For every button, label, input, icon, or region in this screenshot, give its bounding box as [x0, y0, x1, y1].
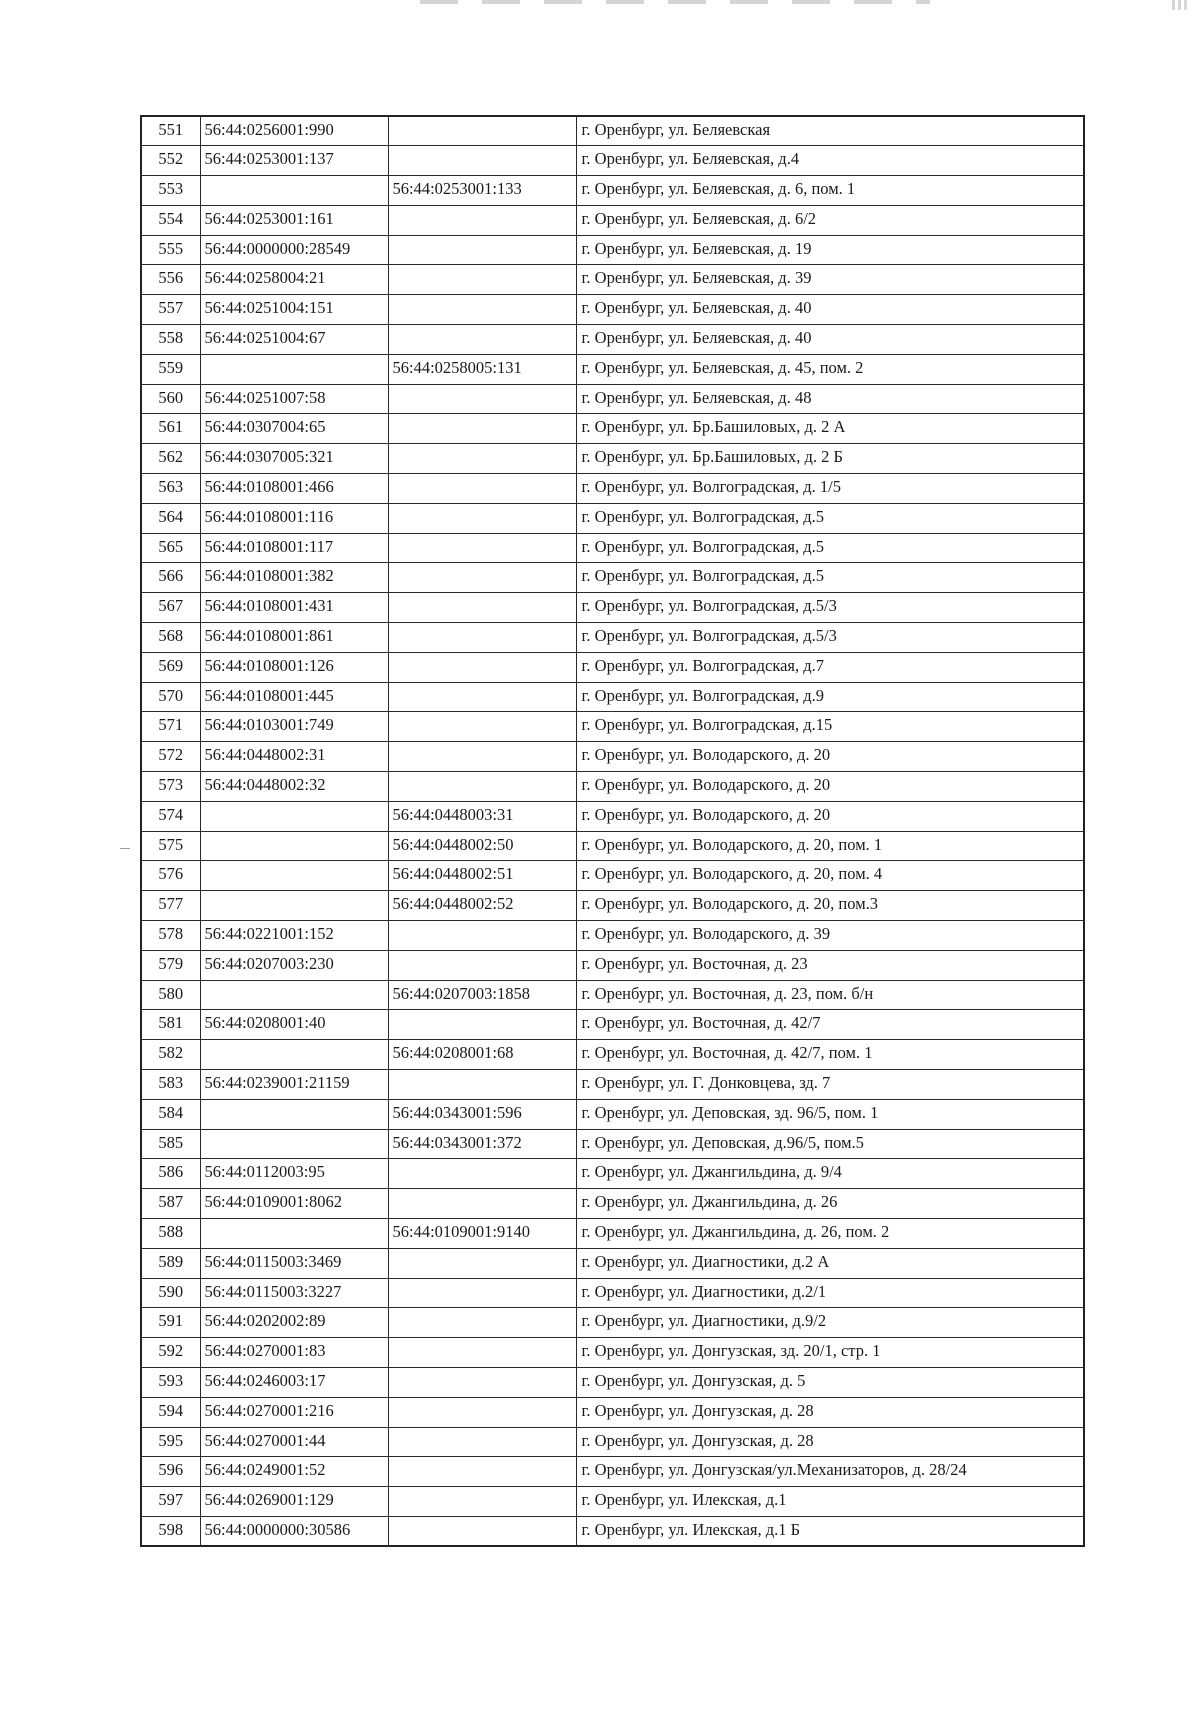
table-row — [141, 176, 1084, 206]
object-cadastral-number-cell: 56:44:0258005:131 — [388, 354, 576, 384]
land-cadastral-number-cell: 56:44:0115003:3227 — [200, 1278, 388, 1308]
row-number-cell: 598 — [141, 1516, 200, 1546]
object-cadastral-number-cell — [388, 146, 576, 176]
land-cadastral-number-cell — [200, 861, 388, 891]
row-number-cell: 569 — [141, 652, 200, 682]
land-cadastral-number-cell: 56:44:0246003:17 — [200, 1367, 388, 1397]
land-cadastral-number-cell: 56:44:0253001:161 — [200, 205, 388, 235]
address-cell: г. Оренбург, ул. Беляевская, д. 48 — [576, 384, 1084, 414]
land-cadastral-number-cell: 56:44:0108001:431 — [200, 593, 388, 623]
table-row — [141, 563, 1084, 593]
land-cadastral-number-cell: 56:44:0108001:861 — [200, 623, 388, 653]
land-cadastral-number-cell: 56:44:0251004:151 — [200, 295, 388, 325]
row-number-cell: 585 — [141, 1129, 200, 1159]
object-cadastral-number-cell: 56:44:0448002:51 — [388, 861, 576, 891]
object-cadastral-number-cell — [388, 1070, 576, 1100]
row-number-cell: 577 — [141, 891, 200, 921]
row-number-cell: 562 — [141, 444, 200, 474]
land-cadastral-number-cell: 56:44:0251004:67 — [200, 325, 388, 355]
object-cadastral-number-cell: 56:44:0448003:31 — [388, 801, 576, 831]
address-cell: г. Оренбург, ул. Диагностики, д.2 А — [576, 1248, 1084, 1278]
land-cadastral-number-cell: 56:44:0115003:3469 — [200, 1248, 388, 1278]
address-cell: г. Оренбург, ул. Володарского, д. 20 — [576, 801, 1084, 831]
address-cell: г. Оренбург, ул. Донгузская, зд. 20/1, стр. 1 — [576, 1338, 1084, 1368]
row-number-cell: 579 — [141, 950, 200, 980]
table-row — [141, 533, 1084, 563]
table-row — [141, 1040, 1084, 1070]
address-cell: г. Оренбург, ул. Бр.Башиловых, д. 2 Б — [576, 444, 1084, 474]
address-cell: г. Оренбург, ул. Волгоградская, д. 1/5 — [576, 474, 1084, 504]
address-cell: г. Оренбург, ул. Деповская, д.96/5, пом.5 — [576, 1129, 1084, 1159]
table-row — [141, 384, 1084, 414]
object-cadastral-number-cell — [388, 503, 576, 533]
table-row — [141, 146, 1084, 176]
object-cadastral-number-cell — [388, 474, 576, 504]
object-cadastral-number-cell — [388, 1397, 576, 1427]
object-cadastral-number-cell — [388, 295, 576, 325]
table-row — [141, 891, 1084, 921]
address-cell: г. Оренбург, ул. Восточная, д. 42/7 — [576, 1010, 1084, 1040]
land-cadastral-number-cell — [200, 1040, 388, 1070]
table-row — [141, 1159, 1084, 1189]
object-cadastral-number-cell: 56:44:0109001:9140 — [388, 1218, 576, 1248]
table-row — [141, 265, 1084, 295]
table-row — [141, 593, 1084, 623]
row-number-cell: 586 — [141, 1159, 200, 1189]
object-cadastral-number-cell: 56:44:0448002:50 — [388, 831, 576, 861]
address-cell: г. Оренбург, ул. Беляевская, д. 40 — [576, 295, 1084, 325]
scan-artifact-tick — [120, 848, 130, 849]
row-number-cell: 571 — [141, 712, 200, 742]
table-row — [141, 1427, 1084, 1457]
address-cell: г. Оренбург, ул. Деповская, зд. 96/5, пом. 1 — [576, 1099, 1084, 1129]
object-cadastral-number-cell — [388, 1338, 576, 1368]
row-number-cell: 597 — [141, 1487, 200, 1517]
object-cadastral-number-cell — [388, 1457, 576, 1487]
land-cadastral-number-cell: 56:44:0208001:40 — [200, 1010, 388, 1040]
object-cadastral-number-cell — [388, 444, 576, 474]
land-cadastral-number-cell: 56:44:0221001:152 — [200, 921, 388, 951]
table-row — [141, 1099, 1084, 1129]
row-number-cell: 575 — [141, 831, 200, 861]
object-cadastral-number-cell — [388, 1278, 576, 1308]
table-row — [141, 1070, 1084, 1100]
table-row — [141, 682, 1084, 712]
row-number-cell: 570 — [141, 682, 200, 712]
table-row — [141, 1010, 1084, 1040]
address-cell: г. Оренбург, ул. Диагностики, д.9/2 — [576, 1308, 1084, 1338]
row-number-cell: 560 — [141, 384, 200, 414]
scan-artifact-corner — [1172, 0, 1190, 10]
object-cadastral-number-cell — [388, 533, 576, 563]
land-cadastral-number-cell — [200, 891, 388, 921]
object-cadastral-number-cell — [388, 1516, 576, 1546]
row-number-cell: 572 — [141, 742, 200, 772]
object-cadastral-number-cell — [388, 1308, 576, 1338]
row-number-cell: 559 — [141, 354, 200, 384]
object-cadastral-number-cell — [388, 772, 576, 802]
land-cadastral-number-cell: 56:44:0103001:749 — [200, 712, 388, 742]
object-cadastral-number-cell — [388, 950, 576, 980]
land-cadastral-number-cell: 56:44:0108001:466 — [200, 474, 388, 504]
address-cell: г. Оренбург, ул. Волгоградская, д.7 — [576, 652, 1084, 682]
table-row — [141, 116, 1084, 146]
table-row — [141, 801, 1084, 831]
registry-table-body — [141, 116, 1084, 1546]
table-row — [141, 235, 1084, 265]
row-number-cell: 588 — [141, 1218, 200, 1248]
land-cadastral-number-cell: 56:44:0448002:31 — [200, 742, 388, 772]
address-cell: г. Оренбург, ул. Бр.Башиловых, д. 2 А — [576, 414, 1084, 444]
table-row — [141, 205, 1084, 235]
table-row — [141, 950, 1084, 980]
land-cadastral-number-cell: 56:44:0258004:21 — [200, 265, 388, 295]
address-cell: г. Оренбург, ул. Джангильдина, д. 9/4 — [576, 1159, 1084, 1189]
address-cell: г. Оренбург, ул. Восточная, д. 42/7, пом. 1 — [576, 1040, 1084, 1070]
object-cadastral-number-cell — [388, 1487, 576, 1517]
object-cadastral-number-cell — [388, 325, 576, 355]
address-cell: г. Оренбург, ул. Илекская, д.1 Б — [576, 1516, 1084, 1546]
land-cadastral-number-cell: 56:44:0112003:95 — [200, 1159, 388, 1189]
address-cell: г. Оренбург, ул. Беляевская, д. 6, пом. 1 — [576, 176, 1084, 206]
land-cadastral-number-cell: 56:44:0270001:44 — [200, 1427, 388, 1457]
row-number-cell: 563 — [141, 474, 200, 504]
object-cadastral-number-cell: 56:44:0343001:596 — [388, 1099, 576, 1129]
object-cadastral-number-cell — [388, 593, 576, 623]
table-row — [141, 623, 1084, 653]
address-cell: г. Оренбург, ул. Г. Донковцева, зд. 7 — [576, 1070, 1084, 1100]
table-row — [141, 1338, 1084, 1368]
table-row — [141, 1457, 1084, 1487]
address-cell: г. Оренбург, ул. Джангильдина, д. 26, пом. 2 — [576, 1218, 1084, 1248]
row-number-cell: 555 — [141, 235, 200, 265]
table-row — [141, 1308, 1084, 1338]
row-number-cell: 584 — [141, 1099, 200, 1129]
address-cell: г. Оренбург, ул. Беляевская, д. 45, пом. 2 — [576, 354, 1084, 384]
table-row — [141, 444, 1084, 474]
address-cell: г. Оренбург, ул. Донгузская, д. 28 — [576, 1427, 1084, 1457]
row-number-cell: 556 — [141, 265, 200, 295]
address-cell: г. Оренбург, ул. Беляевская — [576, 116, 1084, 146]
address-cell: г. Оренбург, ул. Волгоградская, д.5 — [576, 503, 1084, 533]
land-cadastral-number-cell: 56:44:0239001:21159 — [200, 1070, 388, 1100]
row-number-cell: 568 — [141, 623, 200, 653]
land-cadastral-number-cell: 56:44:0207003:230 — [200, 950, 388, 980]
row-number-cell: 587 — [141, 1189, 200, 1219]
table-row — [141, 474, 1084, 504]
row-number-cell: 595 — [141, 1427, 200, 1457]
address-cell: г. Оренбург, ул. Володарского, д. 39 — [576, 921, 1084, 951]
land-cadastral-number-cell — [200, 831, 388, 861]
address-cell: г. Оренбург, ул. Володарского, д. 20, пом. 4 — [576, 861, 1084, 891]
object-cadastral-number-cell — [388, 1248, 576, 1278]
table-row — [141, 1189, 1084, 1219]
table-row — [141, 1367, 1084, 1397]
table-row — [141, 1248, 1084, 1278]
object-cadastral-number-cell: 56:44:0208001:68 — [388, 1040, 576, 1070]
land-cadastral-number-cell — [200, 1218, 388, 1248]
land-cadastral-number-cell: 56:44:0253001:137 — [200, 146, 388, 176]
object-cadastral-number-cell — [388, 682, 576, 712]
table-row — [141, 652, 1084, 682]
object-cadastral-number-cell — [388, 116, 576, 146]
object-cadastral-number-cell — [388, 652, 576, 682]
object-cadastral-number-cell — [388, 563, 576, 593]
land-cadastral-number-cell: 56:44:0109001:8062 — [200, 1189, 388, 1219]
object-cadastral-number-cell — [388, 265, 576, 295]
address-cell: г. Оренбург, ул. Беляевская, д. 19 — [576, 235, 1084, 265]
row-number-cell: 578 — [141, 921, 200, 951]
table-row — [141, 980, 1084, 1010]
object-cadastral-number-cell — [388, 1159, 576, 1189]
row-number-cell: 591 — [141, 1308, 200, 1338]
row-number-cell: 581 — [141, 1010, 200, 1040]
land-cadastral-number-cell — [200, 980, 388, 1010]
row-number-cell: 553 — [141, 176, 200, 206]
land-cadastral-number-cell: 56:44:0307005:321 — [200, 444, 388, 474]
land-cadastral-number-cell: 56:44:0108001:382 — [200, 563, 388, 593]
object-cadastral-number-cell: 56:44:0448002:52 — [388, 891, 576, 921]
table-row — [141, 414, 1084, 444]
land-cadastral-number-cell: 56:44:0108001:116 — [200, 503, 388, 533]
table-row — [141, 772, 1084, 802]
address-cell: г. Оренбург, ул. Волгоградская, д.5/3 — [576, 623, 1084, 653]
land-cadastral-number-cell — [200, 354, 388, 384]
table-row — [141, 325, 1084, 355]
row-number-cell: 558 — [141, 325, 200, 355]
land-cadastral-number-cell: 56:44:0270001:216 — [200, 1397, 388, 1427]
address-cell: г. Оренбург, ул. Володарского, д. 20, пом. 1 — [576, 831, 1084, 861]
object-cadastral-number-cell: 56:44:0343001:372 — [388, 1129, 576, 1159]
address-cell: г. Оренбург, ул. Донгузская, д. 28 — [576, 1397, 1084, 1427]
row-number-cell: 552 — [141, 146, 200, 176]
row-number-cell: 589 — [141, 1248, 200, 1278]
address-cell: г. Оренбург, ул. Беляевская, д.4 — [576, 146, 1084, 176]
row-number-cell: 566 — [141, 563, 200, 593]
object-cadastral-number-cell — [388, 623, 576, 653]
registry-table — [140, 115, 1085, 1547]
row-number-cell: 573 — [141, 772, 200, 802]
table-row — [141, 712, 1084, 742]
land-cadastral-number-cell — [200, 176, 388, 206]
land-cadastral-number-cell: 56:44:0000000:30586 — [200, 1516, 388, 1546]
land-cadastral-number-cell — [200, 801, 388, 831]
address-cell: г. Оренбург, ул. Волгоградская, д.5 — [576, 563, 1084, 593]
table-row — [141, 503, 1084, 533]
table-row — [141, 1516, 1084, 1546]
land-cadastral-number-cell: 56:44:0256001:990 — [200, 116, 388, 146]
row-number-cell: 564 — [141, 503, 200, 533]
address-cell: г. Оренбург, ул. Беляевская, д. 39 — [576, 265, 1084, 295]
land-cadastral-number-cell: 56:44:0202002:89 — [200, 1308, 388, 1338]
address-cell: г. Оренбург, ул. Володарского, д. 20 — [576, 772, 1084, 802]
object-cadastral-number-cell — [388, 1367, 576, 1397]
table-row — [141, 921, 1084, 951]
table-row — [141, 861, 1084, 891]
object-cadastral-number-cell — [388, 921, 576, 951]
table-row — [141, 295, 1084, 325]
row-number-cell: 565 — [141, 533, 200, 563]
object-cadastral-number-cell — [388, 205, 576, 235]
object-cadastral-number-cell — [388, 414, 576, 444]
address-cell: г. Оренбург, ул. Диагностики, д.2/1 — [576, 1278, 1084, 1308]
address-cell: г. Оренбург, ул. Волгоградская, д.5 — [576, 533, 1084, 563]
object-cadastral-number-cell — [388, 1010, 576, 1040]
row-number-cell: 576 — [141, 861, 200, 891]
address-cell: г. Оренбург, ул. Илекская, д.1 — [576, 1487, 1084, 1517]
table-row — [141, 742, 1084, 772]
address-cell: г. Оренбург, ул. Беляевская, д. 6/2 — [576, 205, 1084, 235]
table-row — [141, 1487, 1084, 1517]
address-cell: г. Оренбург, ул. Беляевская, д. 40 — [576, 325, 1084, 355]
land-cadastral-number-cell: 56:44:0251007:58 — [200, 384, 388, 414]
land-cadastral-number-cell — [200, 1099, 388, 1129]
land-cadastral-number-cell: 56:44:0270001:83 — [200, 1338, 388, 1368]
land-cadastral-number-cell: 56:44:0448002:32 — [200, 772, 388, 802]
address-cell: г. Оренбург, ул. Володарского, д. 20, пом.3 — [576, 891, 1084, 921]
row-number-cell: 561 — [141, 414, 200, 444]
address-cell: г. Оренбург, ул. Волгоградская, д.5/3 — [576, 593, 1084, 623]
row-number-cell: 580 — [141, 980, 200, 1010]
land-cadastral-number-cell: 56:44:0000000:28549 — [200, 235, 388, 265]
address-cell: г. Оренбург, ул. Волгоградская, д.9 — [576, 682, 1084, 712]
address-cell: г. Оренбург, ул. Донгузская/ул.Механизаторов, д. 28/24 — [576, 1457, 1084, 1487]
row-number-cell: 593 — [141, 1367, 200, 1397]
address-cell: г. Оренбург, ул. Волгоградская, д.15 — [576, 712, 1084, 742]
row-number-cell: 557 — [141, 295, 200, 325]
object-cadastral-number-cell — [388, 742, 576, 772]
row-number-cell: 592 — [141, 1338, 200, 1368]
address-cell: г. Оренбург, ул. Володарского, д. 20 — [576, 742, 1084, 772]
row-number-cell: 594 — [141, 1397, 200, 1427]
row-number-cell: 554 — [141, 205, 200, 235]
land-cadastral-number-cell: 56:44:0108001:445 — [200, 682, 388, 712]
land-cadastral-number-cell: 56:44:0108001:126 — [200, 652, 388, 682]
object-cadastral-number-cell — [388, 235, 576, 265]
land-cadastral-number-cell: 56:44:0249001:52 — [200, 1457, 388, 1487]
object-cadastral-number-cell: 56:44:0253001:133 — [388, 176, 576, 206]
object-cadastral-number-cell — [388, 1427, 576, 1457]
table-row — [141, 1397, 1084, 1427]
row-number-cell: 574 — [141, 801, 200, 831]
scan-artifact-top — [420, 0, 930, 4]
table-row — [141, 1278, 1084, 1308]
row-number-cell: 583 — [141, 1070, 200, 1100]
object-cadastral-number-cell — [388, 712, 576, 742]
address-cell: г. Оренбург, ул. Донгузская, д. 5 — [576, 1367, 1084, 1397]
address-cell: г. Оренбург, ул. Восточная, д. 23 — [576, 950, 1084, 980]
object-cadastral-number-cell — [388, 384, 576, 414]
address-cell: г. Оренбург, ул. Восточная, д. 23, пом. б/н — [576, 980, 1084, 1010]
row-number-cell: 582 — [141, 1040, 200, 1070]
table-row — [141, 354, 1084, 384]
row-number-cell: 551 — [141, 116, 200, 146]
table-row — [141, 1218, 1084, 1248]
row-number-cell: 567 — [141, 593, 200, 623]
land-cadastral-number-cell — [200, 1129, 388, 1159]
object-cadastral-number-cell — [388, 1189, 576, 1219]
table-row — [141, 831, 1084, 861]
address-cell: г. Оренбург, ул. Джангильдина, д. 26 — [576, 1189, 1084, 1219]
land-cadastral-number-cell: 56:44:0307004:65 — [200, 414, 388, 444]
object-cadastral-number-cell: 56:44:0207003:1858 — [388, 980, 576, 1010]
row-number-cell: 590 — [141, 1278, 200, 1308]
land-cadastral-number-cell: 56:44:0269001:129 — [200, 1487, 388, 1517]
land-cadastral-number-cell: 56:44:0108001:117 — [200, 533, 388, 563]
row-number-cell: 596 — [141, 1457, 200, 1487]
table-row — [141, 1129, 1084, 1159]
